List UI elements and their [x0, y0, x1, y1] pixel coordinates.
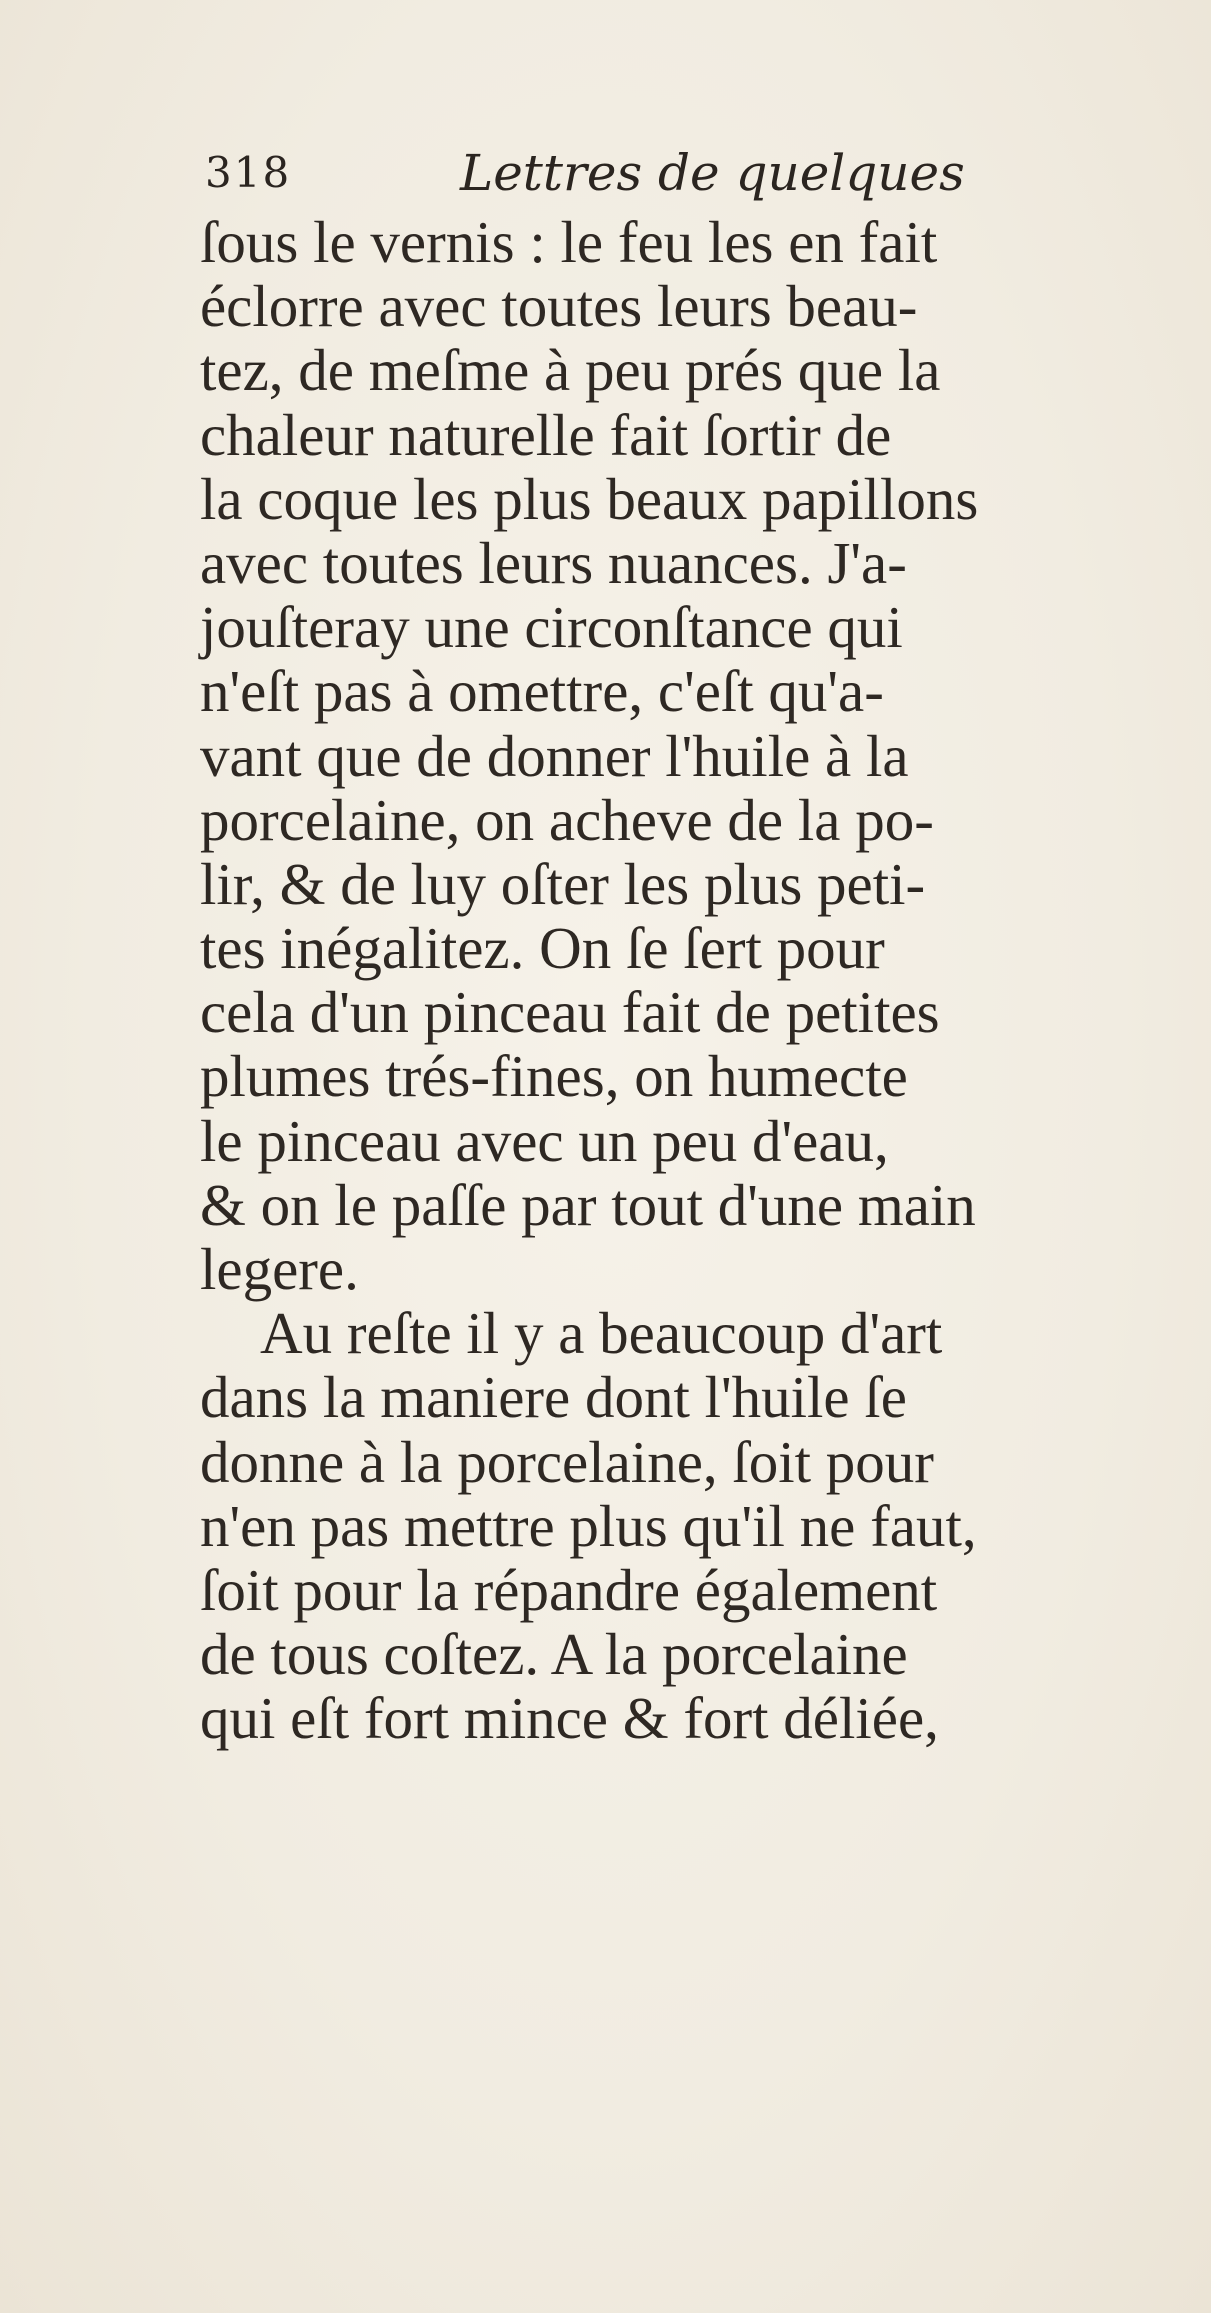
text-line: vant que de donner l'huile à la [200, 722, 909, 789]
text-line: n'eſt pas à omettre, c'eſt qu'a- [200, 658, 884, 725]
text-line: cela d'un pinceau fait de petites [200, 979, 940, 1046]
text-line: plumes trés-fines, on humecte [200, 1043, 908, 1110]
text-line: tez, de meſme à peu prés que la [200, 337, 941, 404]
text-line: n'en pas mettre plus qu'il ne faut, [200, 1492, 977, 1559]
text-line: avec toutes leurs nuances. J'a- [200, 529, 907, 596]
text-line: qui eſt fort mince & fort déliée, [200, 1685, 939, 1752]
body-text [200, 210, 1160, 1751]
text-line: donne à la porcelaine, ſoit pour [200, 1428, 934, 1495]
text-line: ſoit pour la répandre également [200, 1556, 938, 1623]
text-line: dans la maniere dont l'huile ſe [200, 1364, 907, 1431]
text-line: la coque les plus beaux papillons [200, 465, 979, 532]
text-line: le pinceau avec un peu d'eau, [200, 1107, 889, 1174]
paragraph-start-line: Au reſte il y a beaucoup d'art [260, 1300, 943, 1367]
text-line: éclorre avec toutes leurs beau- [200, 273, 918, 340]
text-line: de tous coſtez. A la porcelaine [200, 1621, 908, 1688]
text-line: jouſteray une circonſtance qui [200, 594, 903, 661]
page-number: 318 [205, 148, 292, 197]
page-header [205, 140, 1005, 210]
text-line: chaleur naturelle fait ſortir de [200, 401, 892, 468]
text-line: lir, & de luy oſter les plus peti- [200, 850, 926, 917]
text-line: & on le paſſe par tout d'une main [200, 1171, 976, 1238]
text-line: legere. [200, 1236, 359, 1302]
running-head: Lettres de quelques [460, 144, 965, 202]
text-line: tes inégalitez. On ſe ſert pour [200, 915, 885, 982]
text-line: porcelaine, on acheve de la po- [200, 786, 934, 853]
text-line: ſous le vernis : le feu les en fait [200, 209, 938, 275]
